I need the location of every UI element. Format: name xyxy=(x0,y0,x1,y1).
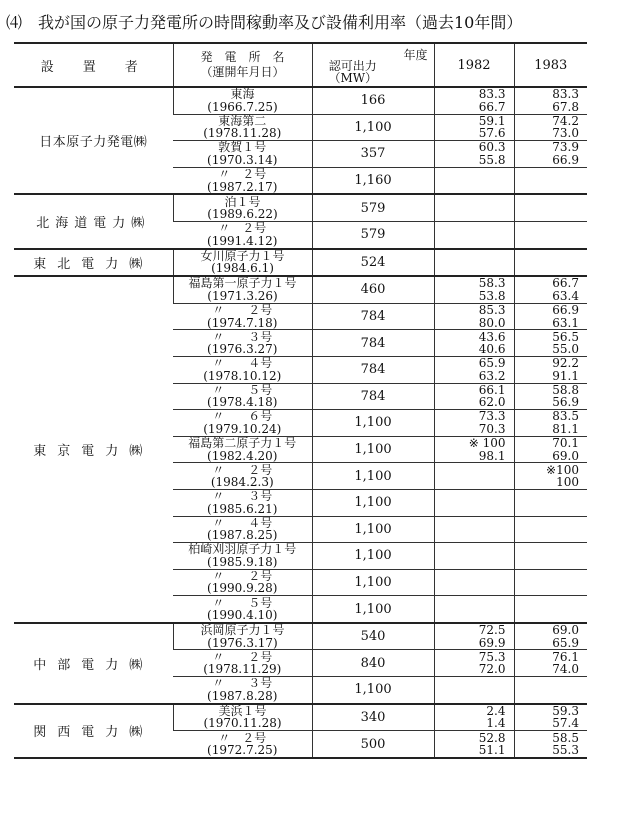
capacity-cell: 340 xyxy=(312,704,434,731)
plant-name: 〃 ２号 xyxy=(218,167,267,182)
rate-cell-y1983 xyxy=(514,596,587,623)
capacity-cell: 1,100 xyxy=(312,489,434,516)
rate-cell-y1983 xyxy=(514,569,587,596)
rate-cell-y1983 xyxy=(514,194,587,221)
header-operator-label: 設 置 者 xyxy=(40,59,146,75)
plant-name: 福島第一原子力１号 xyxy=(188,276,297,291)
capacity-cell: 1,100 xyxy=(312,410,434,437)
plant-start-date: (1987.8.25) xyxy=(207,528,278,543)
rate-cell-y1982 xyxy=(434,87,514,114)
plant-cell xyxy=(173,623,312,650)
header-plant-label: 発 電 所 名 xyxy=(200,50,285,64)
time-operating-rate: 58.8 xyxy=(552,382,579,397)
plant-start-date: (1991.4.12) xyxy=(207,233,278,248)
rate-cell-y1982 xyxy=(434,249,514,277)
operator-name: 日本原子力発電㈱ xyxy=(39,135,148,151)
capacity-factor: 72.0 xyxy=(478,662,506,677)
rate-cell-y1982 xyxy=(434,114,514,141)
plant-cell xyxy=(173,569,312,596)
operator-name: 東北電力㈱ xyxy=(33,256,154,272)
table-row xyxy=(14,87,587,114)
rate-cell-y1983 xyxy=(514,650,587,677)
capacity-factor: 81.1 xyxy=(552,421,579,436)
plant-cell xyxy=(173,383,312,410)
table-row xyxy=(14,704,587,731)
plant-start-date: (1984.6.1) xyxy=(211,261,274,276)
plant-name: 〃 ３号 xyxy=(212,676,273,691)
plant-name: 〃 ５号 xyxy=(212,595,273,610)
rate-cell-y1982 xyxy=(434,410,514,437)
rate-cell-y1983 xyxy=(514,543,587,570)
plant-name: 柏崎刈羽原子力１号 xyxy=(188,542,297,557)
time-operating-rate: 58.5 xyxy=(552,730,579,745)
plant-name: 〃 ３号 xyxy=(212,329,273,344)
capacity-factor: 55.8 xyxy=(478,152,506,167)
plant-start-date: (1978.4.18) xyxy=(207,395,278,410)
rate-cell-y1982 xyxy=(434,543,514,570)
capacity-cell: 1,100 xyxy=(312,543,434,570)
table-row xyxy=(14,194,587,221)
header-plant-date-label: （運開年月日） xyxy=(200,65,285,79)
plant-name: 〃 ４号 xyxy=(212,515,273,530)
rate-cell-y1983 xyxy=(514,356,587,383)
rate-cell-y1982 xyxy=(434,383,514,410)
plant-start-date: (1976.3.27) xyxy=(207,342,278,357)
table-row xyxy=(14,623,587,650)
operator-name: 北海道電力㈱ xyxy=(36,215,151,231)
capacity-cell: 579 xyxy=(312,221,434,248)
rate-cell-y1983 xyxy=(514,114,587,141)
rate-cell-y1983 xyxy=(514,410,587,437)
capacity-factor: 51.1 xyxy=(478,743,506,758)
header-capacity-unit: （MW） xyxy=(328,71,378,85)
capacity-cell: 357 xyxy=(312,141,434,168)
rate-cell-y1983 xyxy=(514,436,587,463)
plant-cell xyxy=(173,543,312,570)
time-operating-rate: 43.6 xyxy=(478,329,506,344)
plant-name: 浜岡原子力１号 xyxy=(200,623,285,638)
plant-name: 〃 ４号 xyxy=(212,356,273,371)
rate-cell-y1983 xyxy=(514,276,587,303)
capacity-factor: 55.3 xyxy=(552,743,579,758)
plant-name: 〃 ５号 xyxy=(212,382,273,397)
time-operating-rate: 72.5 xyxy=(478,623,506,638)
rate-cell-y1982 xyxy=(434,677,514,704)
rate-cell-y1982 xyxy=(434,623,514,650)
table-row xyxy=(14,276,587,303)
rate-cell-y1982 xyxy=(434,731,514,758)
capacity-factor: 1.4 xyxy=(486,716,506,731)
plant-cell xyxy=(173,410,312,437)
operator-name: 関西電力㈱ xyxy=(33,725,154,741)
time-operating-rate: 59.3 xyxy=(552,703,579,718)
capacity-cell: 540 xyxy=(312,623,434,650)
rate-cell-y1982 xyxy=(434,463,514,490)
plant-start-date: (1970.11.28) xyxy=(203,716,282,731)
plant-cell xyxy=(173,677,312,704)
header-year-1982: 1982 xyxy=(434,43,514,87)
time-operating-rate: 69.0 xyxy=(552,623,579,638)
rate-cell-y1983 xyxy=(514,704,587,731)
capacity-factor: 100 xyxy=(556,475,579,490)
capacity-cell: 1,100 xyxy=(312,569,434,596)
plant-name: 〃 ２号 xyxy=(212,462,273,477)
header-year-1983: 1983 xyxy=(514,43,587,87)
rate-cell-y1983 xyxy=(514,249,587,277)
time-operating-rate: 83.3 xyxy=(552,87,579,102)
plant-cell xyxy=(173,87,312,114)
header-year-label: 年度 xyxy=(403,48,428,62)
plant-start-date: (1985.6.21) xyxy=(207,501,278,516)
capacity-factor: 63.2 xyxy=(478,368,506,383)
plant-start-date: (1982.4.20) xyxy=(207,448,278,463)
plant-start-date: (1985.9.18) xyxy=(207,554,278,569)
capacity-factor: 66.7 xyxy=(478,99,506,114)
time-operating-rate: ※ 100 xyxy=(468,436,506,451)
time-operating-rate: 52.8 xyxy=(478,730,506,745)
capacity-factor: 53.8 xyxy=(478,288,506,303)
time-operating-rate: 70.1 xyxy=(552,436,579,451)
capacity-factor: 62.0 xyxy=(478,395,506,410)
plant-name: 〃 ３号 xyxy=(212,489,273,504)
rate-cell-y1983 xyxy=(514,221,587,248)
capacity-factor: 73.0 xyxy=(552,126,579,141)
rate-cell-y1983 xyxy=(514,623,587,650)
operator-cell xyxy=(14,249,173,277)
rate-cell-y1982 xyxy=(434,167,514,194)
rate-cell-y1982 xyxy=(434,194,514,221)
plant-cell xyxy=(173,276,312,303)
plant-name: 〃 ２号 xyxy=(212,568,273,583)
capacity-factor: 63.1 xyxy=(552,315,579,330)
rate-cell-y1982 xyxy=(434,596,514,623)
plant-name: 敦賀１号 xyxy=(218,140,267,155)
capacity-factor: 67.8 xyxy=(552,99,579,114)
time-operating-rate: 66.7 xyxy=(552,276,579,291)
plant-name: 東海 xyxy=(230,87,255,102)
time-operating-rate: 2.4 xyxy=(486,703,506,718)
plant-start-date: (1979.10.24) xyxy=(203,421,282,436)
capacity-factor: 56.9 xyxy=(552,395,579,410)
plant-cell xyxy=(173,463,312,490)
plant-cell xyxy=(173,516,312,543)
capacity-factor: 55.0 xyxy=(552,342,579,357)
time-operating-rate: 92.2 xyxy=(552,356,579,371)
time-operating-rate: 65.9 xyxy=(478,356,506,371)
plant-cell xyxy=(173,436,312,463)
capacity-cell: 840 xyxy=(312,650,434,677)
rate-cell-y1983 xyxy=(514,167,587,194)
rate-cell-y1983 xyxy=(514,87,587,114)
plant-cell xyxy=(173,221,312,248)
plant-start-date: (1970.3.14) xyxy=(207,152,278,167)
capacity-cell: 460 xyxy=(312,276,434,303)
capacity-cell: 579 xyxy=(312,194,434,221)
utilization-table-container xyxy=(14,42,587,759)
page-title: ⑷ 我が国の原子力発電所の時間稼動率及び設備利用率（過去10年間） xyxy=(6,13,523,32)
capacity-cell: 1,100 xyxy=(312,436,434,463)
time-operating-rate: 74.2 xyxy=(552,113,579,128)
capacity-factor: 70.3 xyxy=(478,421,506,436)
plant-start-date: (1978.11.28) xyxy=(203,126,282,141)
plant-start-date: (1978.11.29) xyxy=(203,662,282,677)
plant-start-date: (1987.2.17) xyxy=(207,179,278,194)
time-operating-rate: 56.5 xyxy=(552,329,579,344)
plant-name: 〃 ６号 xyxy=(212,409,273,424)
plant-name: 泊１号 xyxy=(224,194,261,209)
operator-cell xyxy=(14,276,173,623)
rate-cell-y1982 xyxy=(434,436,514,463)
plant-cell xyxy=(173,489,312,516)
plant-cell xyxy=(173,596,312,623)
rate-cell-y1982 xyxy=(434,516,514,543)
capacity-cell: 784 xyxy=(312,303,434,330)
plant-start-date: (1974.7.18) xyxy=(207,315,278,330)
capacity-cell: 1,100 xyxy=(312,596,434,623)
plant-start-date: (1990.4.10) xyxy=(207,608,278,623)
capacity-cell: 524 xyxy=(312,249,434,277)
plant-cell xyxy=(173,704,312,731)
capacity-factor: 69.0 xyxy=(552,448,579,463)
capacity-cell: 1,160 xyxy=(312,167,434,194)
plant-start-date: (1990.9.28) xyxy=(207,581,278,596)
header-row xyxy=(14,43,587,87)
plant-cell xyxy=(173,114,312,141)
plant-cell xyxy=(173,141,312,168)
rate-cell-y1983 xyxy=(514,141,587,168)
plant-name: 〃 ２号 xyxy=(212,649,273,664)
plant-cell xyxy=(173,194,312,221)
utilization-table xyxy=(14,42,587,759)
rate-cell-y1983 xyxy=(514,489,587,516)
rate-cell-y1983 xyxy=(514,330,587,357)
rate-cell-y1983 xyxy=(514,516,587,543)
plant-name: 〃 ２号 xyxy=(212,303,273,318)
plant-cell xyxy=(173,731,312,758)
rate-cell-y1983 xyxy=(514,463,587,490)
capacity-cell: 1,100 xyxy=(312,463,434,490)
rate-cell-y1983 xyxy=(514,731,587,758)
operator-cell xyxy=(14,704,173,758)
plant-start-date: (1984.2.3) xyxy=(210,475,274,490)
capacity-cell: 1,100 xyxy=(312,114,434,141)
capacity-factor: 63.4 xyxy=(552,288,579,303)
rate-cell-y1982 xyxy=(434,303,514,330)
plant-name: 女川原子力１号 xyxy=(200,248,285,263)
capacity-factor: 65.9 xyxy=(552,635,579,650)
time-operating-rate: 73.9 xyxy=(552,140,579,155)
rate-cell-y1982 xyxy=(434,330,514,357)
plant-start-date: (1972.7.25) xyxy=(207,743,278,758)
capacity-cell: 1,100 xyxy=(312,677,434,704)
operator-name: 東京電力㈱ xyxy=(33,444,154,460)
plant-cell xyxy=(173,356,312,383)
table-body xyxy=(14,87,587,758)
time-operating-rate: 83.5 xyxy=(552,409,579,424)
rate-cell-y1982 xyxy=(434,141,514,168)
capacity-cell: 1,100 xyxy=(312,516,434,543)
rate-cell-y1982 xyxy=(434,489,514,516)
time-operating-rate: 66.1 xyxy=(478,382,506,397)
plant-start-date: (1989.6.22) xyxy=(207,207,278,222)
header-capacity-label: 認可出力 xyxy=(328,59,377,73)
operator-cell xyxy=(14,623,173,704)
header-capacity xyxy=(312,43,434,87)
capacity-factor: 40.6 xyxy=(478,342,506,357)
capacity-cell: 784 xyxy=(312,383,434,410)
rate-cell-y1982 xyxy=(434,276,514,303)
plant-start-date: (1978.10.12) xyxy=(203,368,282,383)
time-operating-rate: 76.1 xyxy=(552,649,579,664)
header-plant xyxy=(173,43,312,87)
plant-name: 美浜１号 xyxy=(218,703,267,718)
capacity-factor: 66.9 xyxy=(552,152,579,167)
plant-name: 〃 ２号 xyxy=(218,730,267,745)
rate-cell-y1983 xyxy=(514,383,587,410)
capacity-cell: 500 xyxy=(312,731,434,758)
plant-name: 東海第二 xyxy=(218,113,267,128)
rate-cell-y1982 xyxy=(434,356,514,383)
time-operating-rate: 58.3 xyxy=(478,276,506,291)
rate-cell-y1982 xyxy=(434,569,514,596)
rate-cell-y1982 xyxy=(434,221,514,248)
plant-cell xyxy=(173,167,312,194)
capacity-factor: 98.1 xyxy=(478,448,506,463)
rate-cell-y1983 xyxy=(514,303,587,330)
plant-cell xyxy=(173,249,312,277)
time-operating-rate: ※100 xyxy=(546,462,579,477)
plant-cell xyxy=(173,650,312,677)
time-operating-rate: 75.3 xyxy=(478,649,506,664)
plant-cell xyxy=(173,303,312,330)
plant-start-date: (1987.8.28) xyxy=(207,688,278,703)
capacity-factor: 80.0 xyxy=(478,315,506,330)
operator-cell xyxy=(14,194,173,248)
header-operator xyxy=(14,43,173,87)
time-operating-rate: 60.3 xyxy=(478,140,506,155)
time-operating-rate: 73.3 xyxy=(478,409,506,424)
plant-name: 〃 ２号 xyxy=(218,221,267,236)
operator-cell xyxy=(14,87,173,194)
time-operating-rate: 66.9 xyxy=(552,303,579,318)
plant-start-date: (1976.3.17) xyxy=(207,635,278,650)
plant-cell xyxy=(173,330,312,357)
rate-cell-y1983 xyxy=(514,677,587,704)
table-row xyxy=(14,249,587,277)
capacity-factor: 57.6 xyxy=(478,126,506,141)
capacity-factor: 91.1 xyxy=(552,368,579,383)
capacity-factor: 57.4 xyxy=(552,716,579,731)
rate-cell-y1982 xyxy=(434,650,514,677)
capacity-cell: 166 xyxy=(312,87,434,114)
time-operating-rate: 83.3 xyxy=(478,87,506,102)
operator-name: 中部電力㈱ xyxy=(33,657,154,673)
capacity-factor: 74.0 xyxy=(552,662,579,677)
capacity-factor: 69.9 xyxy=(478,635,506,650)
time-operating-rate: 85.3 xyxy=(478,303,506,318)
plant-name: 福島第二原子力１号 xyxy=(188,436,297,451)
capacity-cell: 784 xyxy=(312,330,434,357)
capacity-cell: 784 xyxy=(312,356,434,383)
plant-start-date: (1966.7.25) xyxy=(207,99,278,114)
time-operating-rate: 59.1 xyxy=(478,113,506,128)
rate-cell-y1982 xyxy=(434,704,514,731)
plant-start-date: (1971.3.26) xyxy=(207,288,278,303)
